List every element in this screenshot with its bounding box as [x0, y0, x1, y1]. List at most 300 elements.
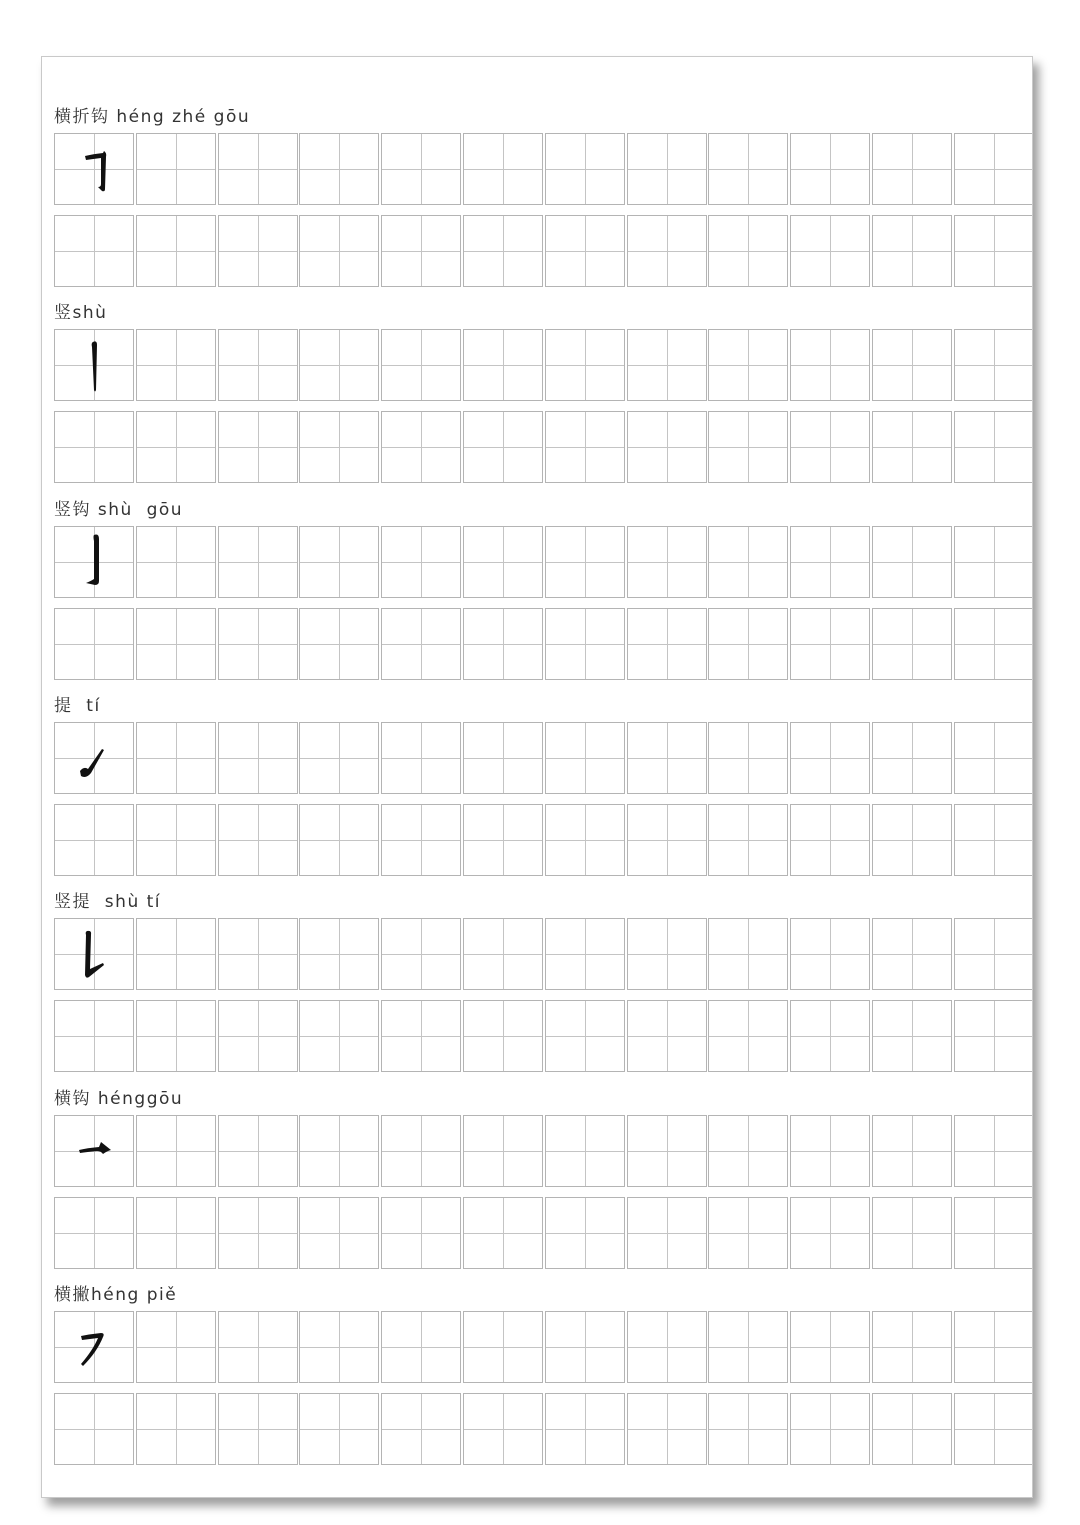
example-cell — [54, 1115, 134, 1187]
practice-cell[interactable] — [299, 722, 379, 794]
cell-horizontal-guide — [873, 1036, 951, 1037]
practice-cell[interactable] — [627, 1000, 707, 1072]
practice-cell[interactable] — [299, 215, 379, 287]
practice-cell[interactable] — [463, 1311, 543, 1383]
cell-horizontal-guide — [382, 365, 460, 366]
cell-horizontal-guide — [464, 758, 542, 759]
cell-horizontal-guide — [873, 562, 951, 563]
cell-horizontal-guide — [709, 1429, 787, 1430]
practice-cell[interactable] — [790, 411, 870, 483]
cell-horizontal-guide — [955, 1233, 1033, 1234]
practice-cell[interactable] — [545, 918, 625, 990]
practice-cell[interactable] — [54, 608, 134, 680]
practice-cell[interactable] — [136, 918, 216, 990]
cell-horizontal-guide — [382, 169, 460, 170]
practice-cell[interactable] — [545, 804, 625, 876]
cell-horizontal-guide — [955, 169, 1033, 170]
practice-cell[interactable] — [954, 133, 1033, 205]
practice-cell[interactable] — [872, 918, 952, 990]
practice-cell[interactable] — [708, 133, 788, 205]
practice-cell[interactable] — [790, 1000, 870, 1072]
practice-cell[interactable] — [136, 1311, 216, 1383]
practice-cell[interactable] — [54, 1000, 134, 1072]
cell-horizontal-guide — [219, 954, 297, 955]
practice-cell[interactable] — [872, 215, 952, 287]
cell-horizontal-guide — [464, 562, 542, 563]
cell-horizontal-guide — [873, 1347, 951, 1348]
practice-cell[interactable] — [463, 804, 543, 876]
cell-horizontal-guide — [955, 447, 1033, 448]
cell-horizontal-guide — [300, 1151, 378, 1152]
practice-cell[interactable] — [218, 1197, 298, 1269]
practice-cell[interactable] — [299, 1197, 379, 1269]
cell-horizontal-guide — [546, 1429, 624, 1430]
cell-horizontal-guide — [709, 954, 787, 955]
practice-cell[interactable] — [545, 1311, 625, 1383]
practice-cell[interactable] — [545, 1197, 625, 1269]
cell-horizontal-guide — [464, 365, 542, 366]
cell-horizontal-guide — [382, 251, 460, 252]
practice-cell[interactable] — [299, 1115, 379, 1187]
practice-cell[interactable] — [218, 133, 298, 205]
practice-cell[interactable] — [708, 1115, 788, 1187]
practice-cell[interactable] — [954, 411, 1033, 483]
practice-cell[interactable] — [381, 526, 461, 598]
cell-horizontal-guide — [382, 1233, 460, 1234]
practice-cell[interactable] — [954, 1393, 1033, 1465]
practice-cell[interactable] — [954, 1115, 1033, 1187]
cell-horizontal-guide — [219, 1151, 297, 1152]
practice-cell[interactable] — [954, 526, 1033, 598]
practice-cell[interactable] — [627, 918, 707, 990]
practice-cell[interactable] — [627, 526, 707, 598]
cell-horizontal-guide — [628, 758, 706, 759]
cell-horizontal-guide — [219, 169, 297, 170]
practice-cell[interactable] — [299, 1311, 379, 1383]
practice-cell[interactable] — [627, 804, 707, 876]
practice-cell[interactable] — [463, 411, 543, 483]
cell-horizontal-guide — [546, 365, 624, 366]
practice-cell[interactable] — [627, 722, 707, 794]
cell-horizontal-guide — [955, 758, 1033, 759]
practice-cell[interactable] — [136, 1115, 216, 1187]
practice-cell[interactable] — [54, 804, 134, 876]
practice-cell[interactable] — [954, 215, 1033, 287]
practice-cell[interactable] — [381, 133, 461, 205]
practice-cell[interactable] — [545, 411, 625, 483]
cell-horizontal-guide — [137, 562, 215, 563]
practice-cell[interactable] — [954, 1000, 1033, 1072]
cell-horizontal-guide — [464, 1429, 542, 1430]
shu-stroke-icon — [55, 330, 135, 402]
cell-horizontal-guide — [137, 251, 215, 252]
cell-horizontal-guide — [300, 251, 378, 252]
cell-horizontal-guide — [791, 1429, 869, 1430]
cell-horizontal-guide — [300, 954, 378, 955]
practice-cell[interactable] — [872, 411, 952, 483]
practice-cell[interactable] — [136, 215, 216, 287]
practice-cell[interactable] — [381, 722, 461, 794]
stroke-name-label: 竖提 shù tí — [54, 892, 162, 913]
practice-cell[interactable] — [381, 1115, 461, 1187]
cell-horizontal-guide — [546, 758, 624, 759]
practice-cell[interactable] — [872, 1393, 952, 1465]
cell-horizontal-guide — [955, 251, 1033, 252]
cell-horizontal-guide — [464, 954, 542, 955]
practice-cell[interactable] — [708, 215, 788, 287]
cell-horizontal-guide — [546, 447, 624, 448]
practice-cell[interactable] — [136, 1000, 216, 1072]
practice-cell[interactable] — [545, 722, 625, 794]
cell-horizontal-guide — [709, 1036, 787, 1037]
practice-cell[interactable] — [136, 722, 216, 794]
cell-horizontal-guide — [464, 1151, 542, 1152]
practice-cell[interactable] — [790, 722, 870, 794]
practice-cell[interactable] — [136, 1197, 216, 1269]
practice-cell[interactable] — [545, 526, 625, 598]
cell-horizontal-guide — [546, 1151, 624, 1152]
shu-ti-stroke-icon — [55, 919, 135, 991]
practice-cell[interactable] — [954, 1197, 1033, 1269]
cell-horizontal-guide — [955, 562, 1033, 563]
practice-cell[interactable] — [381, 329, 461, 401]
cell-horizontal-guide — [791, 1036, 869, 1037]
practice-cell[interactable] — [627, 1393, 707, 1465]
example-cell — [54, 722, 134, 794]
practice-cell[interactable] — [954, 329, 1033, 401]
heng-pie-stroke-icon — [55, 1312, 135, 1384]
cell-horizontal-guide — [219, 447, 297, 448]
practice-cell[interactable] — [54, 215, 134, 287]
stroke-name-label: 竖钩 shù gōu — [54, 499, 184, 520]
heng-zhe-gou-stroke-icon — [55, 134, 135, 206]
example-cell — [54, 526, 134, 598]
practice-cell[interactable] — [463, 526, 543, 598]
practice-grid-row — [54, 215, 1033, 288]
practice-cell[interactable] — [54, 1393, 134, 1465]
cell-horizontal-guide — [546, 840, 624, 841]
cell-horizontal-guide — [382, 1429, 460, 1430]
cell-horizontal-guide — [300, 840, 378, 841]
practice-cell[interactable] — [218, 1115, 298, 1187]
practice-cell[interactable] — [381, 804, 461, 876]
practice-cell[interactable] — [708, 804, 788, 876]
cell-horizontal-guide — [55, 447, 133, 448]
practice-cell[interactable] — [790, 1115, 870, 1187]
practice-cell[interactable] — [136, 608, 216, 680]
practice-cell[interactable] — [545, 1000, 625, 1072]
example-cell — [54, 1311, 134, 1383]
practice-cell[interactable] — [790, 1197, 870, 1269]
cell-horizontal-guide — [300, 1036, 378, 1037]
practice-cell[interactable] — [790, 918, 870, 990]
cell-horizontal-guide — [709, 758, 787, 759]
practice-cell[interactable] — [954, 804, 1033, 876]
practice-cell[interactable] — [299, 608, 379, 680]
cell-horizontal-guide — [55, 1429, 133, 1430]
cell-horizontal-guide — [873, 169, 951, 170]
cell-horizontal-guide — [628, 562, 706, 563]
cell-horizontal-guide — [791, 251, 869, 252]
cell-horizontal-guide — [546, 251, 624, 252]
practice-cell[interactable] — [218, 411, 298, 483]
cell-horizontal-guide — [137, 1151, 215, 1152]
practice-cell[interactable] — [299, 411, 379, 483]
practice-cell[interactable] — [627, 133, 707, 205]
practice-cell[interactable] — [872, 1311, 952, 1383]
practice-cell[interactable] — [463, 608, 543, 680]
practice-cell[interactable] — [790, 1311, 870, 1383]
cell-horizontal-guide — [791, 365, 869, 366]
cell-horizontal-guide — [873, 1233, 951, 1234]
cell-horizontal-guide — [628, 954, 706, 955]
example-cell — [54, 329, 134, 401]
cell-horizontal-guide — [464, 1347, 542, 1348]
cell-horizontal-guide — [300, 169, 378, 170]
cell-horizontal-guide — [300, 644, 378, 645]
cell-horizontal-guide — [55, 840, 133, 841]
practice-cell[interactable] — [790, 329, 870, 401]
cell-horizontal-guide — [546, 644, 624, 645]
practice-cell[interactable] — [218, 1393, 298, 1465]
practice-cell[interactable] — [627, 1197, 707, 1269]
cell-horizontal-guide — [791, 562, 869, 563]
cell-horizontal-guide — [955, 644, 1033, 645]
practice-cell[interactable] — [463, 722, 543, 794]
practice-cell[interactable] — [381, 215, 461, 287]
cell-horizontal-guide — [628, 1036, 706, 1037]
cell-horizontal-guide — [137, 954, 215, 955]
practice-cell[interactable] — [299, 329, 379, 401]
stroke-name-label: 竖shù — [54, 303, 108, 324]
cell-horizontal-guide — [382, 758, 460, 759]
cell-horizontal-guide — [137, 840, 215, 841]
practice-cell[interactable] — [790, 608, 870, 680]
practice-cell[interactable] — [872, 1197, 952, 1269]
cell-horizontal-guide — [628, 644, 706, 645]
practice-cell[interactable] — [708, 918, 788, 990]
practice-cell[interactable] — [872, 1000, 952, 1072]
practice-cell[interactable] — [708, 1393, 788, 1465]
cell-horizontal-guide — [300, 562, 378, 563]
practice-cell[interactable] — [545, 608, 625, 680]
cell-horizontal-guide — [382, 562, 460, 563]
practice-cell[interactable] — [708, 329, 788, 401]
cell-horizontal-guide — [628, 1347, 706, 1348]
practice-cell[interactable] — [381, 1000, 461, 1072]
cell-horizontal-guide — [382, 840, 460, 841]
cell-horizontal-guide — [628, 1233, 706, 1234]
practice-cell[interactable] — [790, 133, 870, 205]
practice-cell[interactable] — [381, 1197, 461, 1269]
practice-cell[interactable] — [872, 133, 952, 205]
practice-cell[interactable] — [136, 804, 216, 876]
practice-cell[interactable] — [463, 215, 543, 287]
practice-cell[interactable] — [627, 411, 707, 483]
cell-horizontal-guide — [628, 1151, 706, 1152]
cell-horizontal-guide — [709, 1151, 787, 1152]
practice-cell[interactable] — [218, 918, 298, 990]
example-cell — [54, 918, 134, 990]
example-grid-row — [54, 918, 1033, 991]
practice-cell[interactable] — [708, 526, 788, 598]
cell-horizontal-guide — [955, 954, 1033, 955]
cell-horizontal-guide — [955, 840, 1033, 841]
heng-gou-stroke-icon — [55, 1116, 135, 1188]
cell-horizontal-guide — [955, 1347, 1033, 1348]
cell-horizontal-guide — [628, 251, 706, 252]
practice-cell[interactable] — [872, 608, 952, 680]
cell-horizontal-guide — [300, 1429, 378, 1430]
practice-cell[interactable] — [954, 722, 1033, 794]
cell-horizontal-guide — [464, 644, 542, 645]
cell-horizontal-guide — [382, 954, 460, 955]
practice-cell[interactable] — [299, 133, 379, 205]
practice-cell[interactable] — [381, 1393, 461, 1465]
worksheet-page — [41, 56, 1033, 1498]
cell-horizontal-guide — [219, 840, 297, 841]
practice-cell[interactable] — [545, 1393, 625, 1465]
practice-cell[interactable] — [381, 608, 461, 680]
practice-cell[interactable] — [954, 918, 1033, 990]
practice-cell[interactable] — [545, 329, 625, 401]
cell-horizontal-guide — [955, 365, 1033, 366]
practice-cell[interactable] — [790, 1393, 870, 1465]
practice-cell[interactable] — [708, 722, 788, 794]
shu-gou-stroke-icon — [55, 527, 135, 599]
practice-cell[interactable] — [872, 1115, 952, 1187]
cell-horizontal-guide — [873, 1151, 951, 1152]
practice-cell[interactable] — [545, 1115, 625, 1187]
practice-cell[interactable] — [218, 329, 298, 401]
cell-horizontal-guide — [137, 1036, 215, 1037]
cell-horizontal-guide — [791, 954, 869, 955]
practice-cell[interactable] — [463, 1000, 543, 1072]
cell-horizontal-guide — [300, 1347, 378, 1348]
cell-horizontal-guide — [791, 169, 869, 170]
practice-cell[interactable] — [463, 1197, 543, 1269]
practice-cell[interactable] — [136, 526, 216, 598]
practice-cell[interactable] — [708, 608, 788, 680]
practice-grid-row — [54, 608, 1033, 681]
cell-horizontal-guide — [873, 365, 951, 366]
practice-cell[interactable] — [790, 215, 870, 287]
practice-cell[interactable] — [872, 722, 952, 794]
practice-cell[interactable] — [381, 1311, 461, 1383]
ti-stroke-icon — [55, 723, 135, 795]
cell-horizontal-guide — [137, 1347, 215, 1348]
example-grid-row — [54, 526, 1033, 599]
practice-cell[interactable] — [545, 133, 625, 205]
cell-horizontal-guide — [709, 251, 787, 252]
practice-cell[interactable] — [872, 526, 952, 598]
practice-cell[interactable] — [954, 608, 1033, 680]
example-grid-row — [54, 722, 1033, 795]
practice-cell[interactable] — [708, 411, 788, 483]
practice-cell[interactable] — [218, 722, 298, 794]
practice-cell[interactable] — [463, 329, 543, 401]
cell-horizontal-guide — [709, 1347, 787, 1348]
practice-cell[interactable] — [627, 608, 707, 680]
practice-cell[interactable] — [545, 215, 625, 287]
practice-cell[interactable] — [299, 804, 379, 876]
cell-horizontal-guide — [709, 644, 787, 645]
practice-cell[interactable] — [218, 1000, 298, 1072]
practice-cell[interactable] — [463, 918, 543, 990]
practice-cell[interactable] — [218, 608, 298, 680]
cell-horizontal-guide — [873, 251, 951, 252]
cell-horizontal-guide — [300, 365, 378, 366]
cell-horizontal-guide — [55, 644, 133, 645]
practice-cell[interactable] — [218, 526, 298, 598]
cell-horizontal-guide — [955, 1151, 1033, 1152]
practice-cell[interactable] — [299, 1000, 379, 1072]
cell-horizontal-guide — [219, 1036, 297, 1037]
cell-horizontal-guide — [709, 562, 787, 563]
cell-horizontal-guide — [791, 1151, 869, 1152]
cell-horizontal-guide — [709, 365, 787, 366]
cell-horizontal-guide — [873, 447, 951, 448]
cell-horizontal-guide — [219, 251, 297, 252]
practice-cell[interactable] — [627, 329, 707, 401]
example-grid-row — [54, 1115, 1033, 1188]
cell-horizontal-guide — [546, 562, 624, 563]
practice-cell[interactable] — [708, 1311, 788, 1383]
cell-horizontal-guide — [873, 644, 951, 645]
practice-cell[interactable] — [299, 526, 379, 598]
cell-horizontal-guide — [464, 447, 542, 448]
cell-horizontal-guide — [382, 447, 460, 448]
practice-cell[interactable] — [218, 215, 298, 287]
practice-cell[interactable] — [136, 1393, 216, 1465]
practice-cell[interactable] — [708, 1197, 788, 1269]
practice-cell[interactable] — [54, 411, 134, 483]
cell-horizontal-guide — [546, 169, 624, 170]
cell-horizontal-guide — [546, 1233, 624, 1234]
practice-cell[interactable] — [381, 918, 461, 990]
practice-cell[interactable] — [299, 918, 379, 990]
practice-cell[interactable] — [627, 1311, 707, 1383]
practice-cell[interactable] — [136, 411, 216, 483]
practice-cell[interactable] — [790, 526, 870, 598]
cell-horizontal-guide — [628, 1429, 706, 1430]
cell-horizontal-guide — [873, 954, 951, 955]
practice-cell[interactable] — [872, 329, 952, 401]
practice-cell[interactable] — [872, 804, 952, 876]
practice-cell[interactable] — [463, 133, 543, 205]
practice-cell[interactable] — [708, 1000, 788, 1072]
practice-cell[interactable] — [381, 411, 461, 483]
practice-cell[interactable] — [218, 804, 298, 876]
cell-horizontal-guide — [709, 447, 787, 448]
practice-cell[interactable] — [627, 1115, 707, 1187]
practice-cell[interactable] — [299, 1393, 379, 1465]
practice-cell[interactable] — [136, 329, 216, 401]
practice-cell[interactable] — [136, 133, 216, 205]
practice-cell[interactable] — [790, 804, 870, 876]
practice-grid-row — [54, 1197, 1033, 1270]
cell-horizontal-guide — [628, 840, 706, 841]
practice-cell[interactable] — [627, 215, 707, 287]
cell-horizontal-guide — [137, 758, 215, 759]
practice-cell[interactable] — [954, 1311, 1033, 1383]
cell-horizontal-guide — [464, 169, 542, 170]
practice-cell[interactable] — [54, 1197, 134, 1269]
practice-cell[interactable] — [463, 1115, 543, 1187]
practice-cell[interactable] — [218, 1311, 298, 1383]
practice-cell[interactable] — [463, 1393, 543, 1465]
example-grid-row — [54, 329, 1033, 402]
